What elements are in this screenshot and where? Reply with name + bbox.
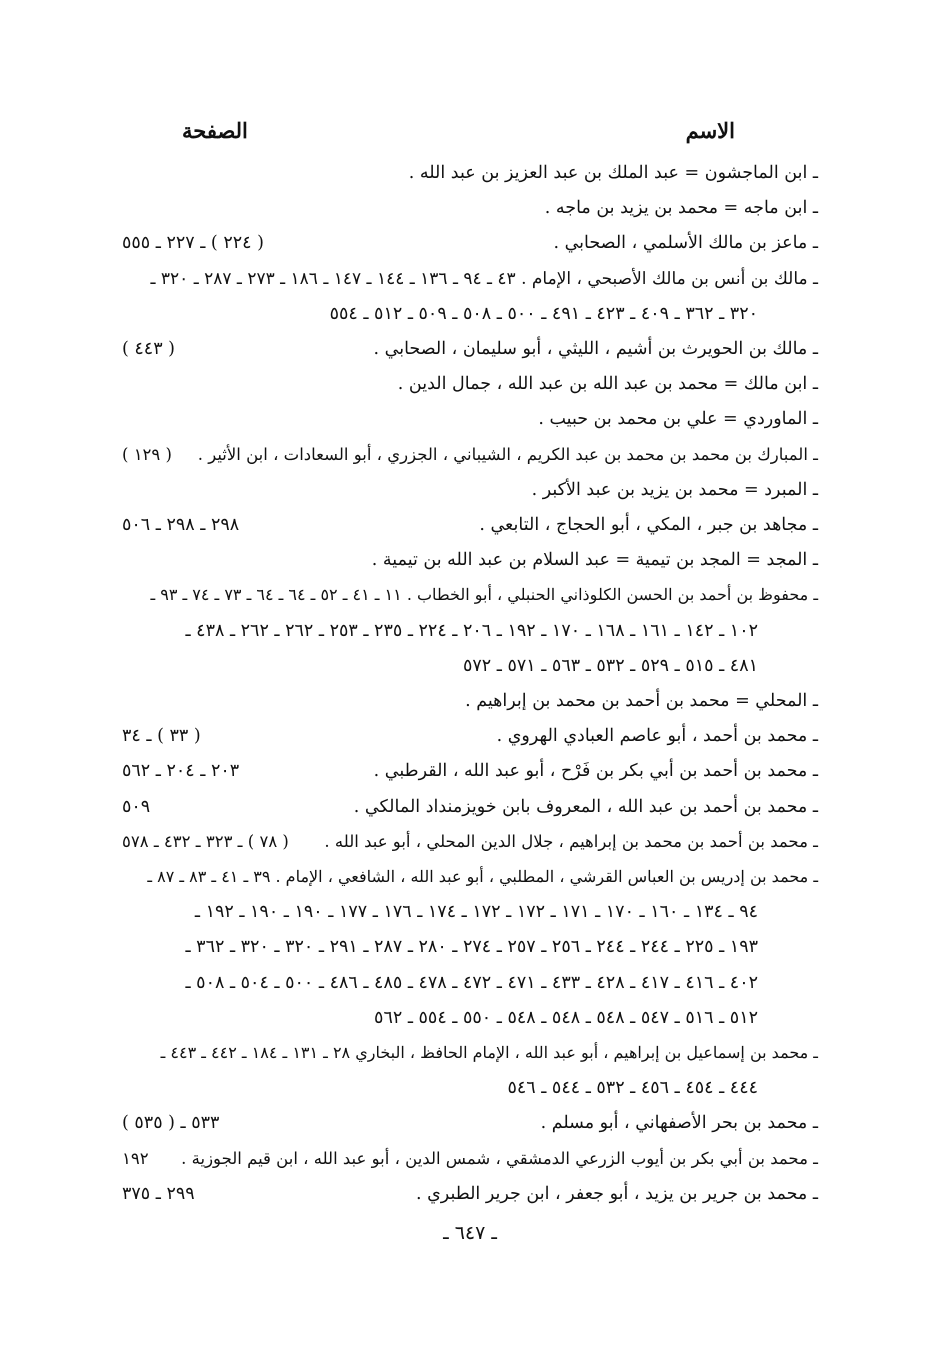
entry-pages: ٥١٢ ـ ٥١٦ ـ ٥٤٧ ـ ٥٤٨ ـ ٥٤٨ ـ ٥٤٨ ـ ٥٥٠ ـ ٥٥٤ ـ ٥٦٢ bbox=[374, 1007, 758, 1028]
entry-name: ـ محمد بن أحمد بن محمد بن إبراهيم ، جلال الدين المحلي ، أبو عبد الله . bbox=[324, 831, 818, 851]
page-number: ـ ٦٤٧ ـ bbox=[443, 1222, 497, 1244]
index-entry bbox=[122, 895, 818, 929]
page-column-header: الصفحة bbox=[182, 118, 248, 143]
index-entry bbox=[122, 649, 818, 683]
entry-pages: ٤٠٢ ـ ٤١٦ ـ ٤١٧ ـ ٤٢٨ ـ ٤٣٣ ـ ٤٧١ ـ ٤٧٢ ـ ٤٧٨ ـ ٤٨٥ ـ ٤٨٦ ـ ٥٠٠ ـ ٥٠٤ ـ ٥٠٨ ـ bbox=[185, 972, 758, 993]
entry-name: ـ الماوردي = علي بن محمد بن حبيب . bbox=[538, 409, 818, 430]
entry-name: ـ محمد بن أحمد بن عبد الله ، المعروف بابن خويزمنداد المالكي . bbox=[353, 796, 818, 817]
entry-pages: ( ١٢٩ ) bbox=[122, 444, 172, 464]
index-entry bbox=[122, 966, 818, 1000]
entry-pages: ١٩٣ ـ ٢٢٥ ـ ٢٤٤ ـ ٢٤٤ ـ ٢٥٦ ـ ٢٥٧ ـ ٢٧٤ ـ ٢٨٠ ـ ٢٨٧ ـ ٢٩١ ـ ٣٢٠ ـ ٣٢٠ ـ ٣٦٢ ـ bbox=[185, 937, 758, 958]
entry-pages: ٤٨١ ـ ٥١٥ ـ ٥٢٩ ـ ٥٣٢ ـ ٥٦٣ ـ ٥٧١ ـ ٥٧٢ bbox=[462, 655, 758, 676]
entry-name: ـ محمد بن جرير بن يزيد ، أبو جعفر ، ابن جرير الطبري . bbox=[415, 1183, 818, 1204]
entry-pages: ٥٣٣ ـ ( ٥٣٥ ) bbox=[122, 1113, 220, 1134]
entry-name: ـ محمد بن أحمد بن أبي بكر بن فَرْح ، أبو عبد الله ، القرطبي . bbox=[373, 761, 818, 782]
index-entry bbox=[122, 262, 818, 296]
index-entry bbox=[122, 191, 818, 225]
entry-pages: ٢٩٨ ـ ٢٩٨ ـ ٥٠٦ bbox=[122, 515, 240, 535]
entry-name: ـ مالك بن الحويرث بن أشيم ، الليثي ، أبو سليمان ، الصحابي . bbox=[373, 339, 818, 359]
entry-pages: ٢٠٣ ـ ٢٠٤ ـ ٥٦٢ bbox=[122, 761, 240, 782]
index-entry bbox=[122, 402, 818, 436]
entry-name: ـ المحلي = محمد بن أحمد بن محمد بن إبراهيم . bbox=[465, 691, 818, 711]
entry-name: ـ المجد = المجد بن تيمية = عبد السلام بن عبد الله بن تيمية . bbox=[371, 550, 818, 571]
entry-pages: ( ٤٤٣ ) bbox=[122, 339, 175, 359]
entry-name: ـ محمد بن إدريس بن العباس القرشي ، المطلبي ، أبو عبد الله ، الشافعي ، الإمام . ٣٩ ـ ٤١ ـ ٨٣ ـ ٨٧ ـ bbox=[147, 867, 818, 886]
index-entry bbox=[122, 1036, 818, 1070]
index-entry bbox=[122, 614, 818, 648]
index-entry bbox=[122, 367, 818, 401]
index-entry bbox=[122, 825, 818, 859]
index-entry bbox=[122, 860, 818, 894]
index-entry bbox=[122, 930, 818, 964]
index-entry bbox=[122, 1001, 818, 1035]
index-entry bbox=[122, 1106, 818, 1140]
entry-name: ـ ابن ماجه = محمد بن يزيد بن ماجه . bbox=[544, 198, 818, 219]
index-entry bbox=[122, 578, 818, 612]
index-entry bbox=[122, 438, 818, 472]
entry-name: ـ محمد بن أحمد ، أبو عاصم العبادي الهروي . bbox=[496, 726, 818, 747]
entry-name: ـ المبارك بن محمد بن محمد بن عبد الكريم ، الشيباني ، الجزري ، أبو السعادات ، ابن الأثير . bbox=[197, 444, 818, 464]
index-entry bbox=[122, 790, 818, 824]
entry-name: ـ محفوظ بن أحمد بن الحسن الكلوذاني الحنبلي ، أبو الخطاب . ١١ ـ ٤١ ـ ٥٢ ـ ٦٤ ـ ٦٤ ـ ٧٣ ـ ٧٤ ـ ٩٣ ـ bbox=[150, 585, 818, 605]
entry-pages: ١٠٢ ـ ١٤٢ ـ ١٦١ ـ ١٦٨ ـ ١٧٠ ـ ١٩٢ ـ ٢٠٦ ـ ٢٢٤ ـ ٢٣٥ ـ ٢٥٣ ـ ٢٦٢ ـ ٢٦٢ ـ ٤٣٨ ـ bbox=[185, 620, 758, 641]
index-entry bbox=[122, 719, 818, 753]
index-entry bbox=[122, 473, 818, 507]
entry-name: ـ المبرد = محمد بن يزيد بن عبد الأكبر . bbox=[531, 479, 818, 500]
entry-pages: ٢٩٩ ـ ٣٧٥ bbox=[122, 1183, 195, 1204]
index-entry bbox=[122, 508, 818, 542]
entry-name: ـ محمد بن إسماعيل بن إبراهيم ، أبو عبد الله ، الإمام الحافظ ، البخاري ٢٨ ـ ١٣١ ـ ١٨٤ ـ ٤٤٢ ـ ٤٤٣ ـ bbox=[160, 1043, 818, 1062]
entry-pages: ١٩٢ bbox=[122, 1148, 149, 1168]
entry-pages: ٥٠٩ bbox=[122, 796, 151, 817]
entry-name: ـ ابن الماجشون = عبد الملك بن عبد العزيز بن عبد الله . bbox=[408, 163, 818, 183]
index-entry bbox=[122, 1071, 818, 1105]
name-column-header: الاسم bbox=[685, 118, 735, 143]
index-entry bbox=[122, 684, 818, 718]
entry-name: ـ ابن مالك = محمد بن عبد الله بن عبد الله ، جمال الدين . bbox=[397, 374, 818, 395]
entry-name: ـ مالك بن أنس بن مالك الأصبحي ، الإمام . ٤٣ ـ ٩٤ ـ ١٣٦ ـ ١٤٤ ـ ١٤٧ ـ ١٨٦ ـ ٢٧٣ ـ ٢٨٧ ـ ٣٢٠ ـ bbox=[150, 268, 818, 289]
entry-pages: ( ٧٨ ) ـ ٣٢٣ ـ ٤٣٢ ـ ٥٧٨ bbox=[122, 831, 289, 851]
index-entry bbox=[122, 297, 818, 331]
index-entry bbox=[122, 1142, 818, 1176]
entry-pages: ٤٤٤ ـ ٤٥٤ ـ ٤٥٦ ـ ٥٣٢ ـ ٥٤٤ ـ ٥٤٦ bbox=[507, 1078, 758, 1099]
entry-name: ـ محمد بن أبي بكر بن أيوب الزرعي الدمشقي ، شمس الدين ، أبو عبد الله ، ابن قيم الجوزية . bbox=[181, 1148, 818, 1168]
entry-name: ـ مجاهد بن جبر ، المكي ، أبو الحجاج ، التابعي . bbox=[479, 515, 818, 535]
index-entry bbox=[122, 226, 818, 260]
index-entry bbox=[122, 754, 818, 788]
index-entry bbox=[122, 1177, 818, 1211]
entry-pages: ( ٢٢٤ ) ـ ٢٢٧ ـ ٥٥٥ bbox=[122, 233, 264, 254]
entry-pages: ٣٢٠ ـ ٣٦٢ ـ ٤٠٩ ـ ٤٢٣ ـ ٤٩١ ـ ٥٠٠ ـ ٥٠٨ ـ ٥٠٩ ـ ٥١٢ ـ ٥٥٤ bbox=[329, 303, 758, 324]
entry-name: ـ ماعز بن مالك الأسلمي ، الصحابي . bbox=[553, 233, 818, 254]
index-entry bbox=[122, 543, 818, 577]
index-entry bbox=[122, 156, 818, 190]
index-entry bbox=[122, 332, 818, 366]
entry-name: ـ محمد بن بحر الأصفهاني ، أبو مسلم . bbox=[540, 1113, 818, 1134]
entry-pages: ( ٣٣ ) ـ ٣٤ bbox=[122, 726, 201, 747]
entry-pages: ٩٤ ـ ١٣٤ ـ ١٦٠ ـ ١٧٠ ـ ١٧١ ـ ١٧٢ ـ ١٧٢ ـ ١٧٤ ـ ١٧٦ ـ ١٧٧ ـ ١٩٠ ـ ١٩٠ ـ ١٩٢ ـ bbox=[194, 902, 758, 923]
